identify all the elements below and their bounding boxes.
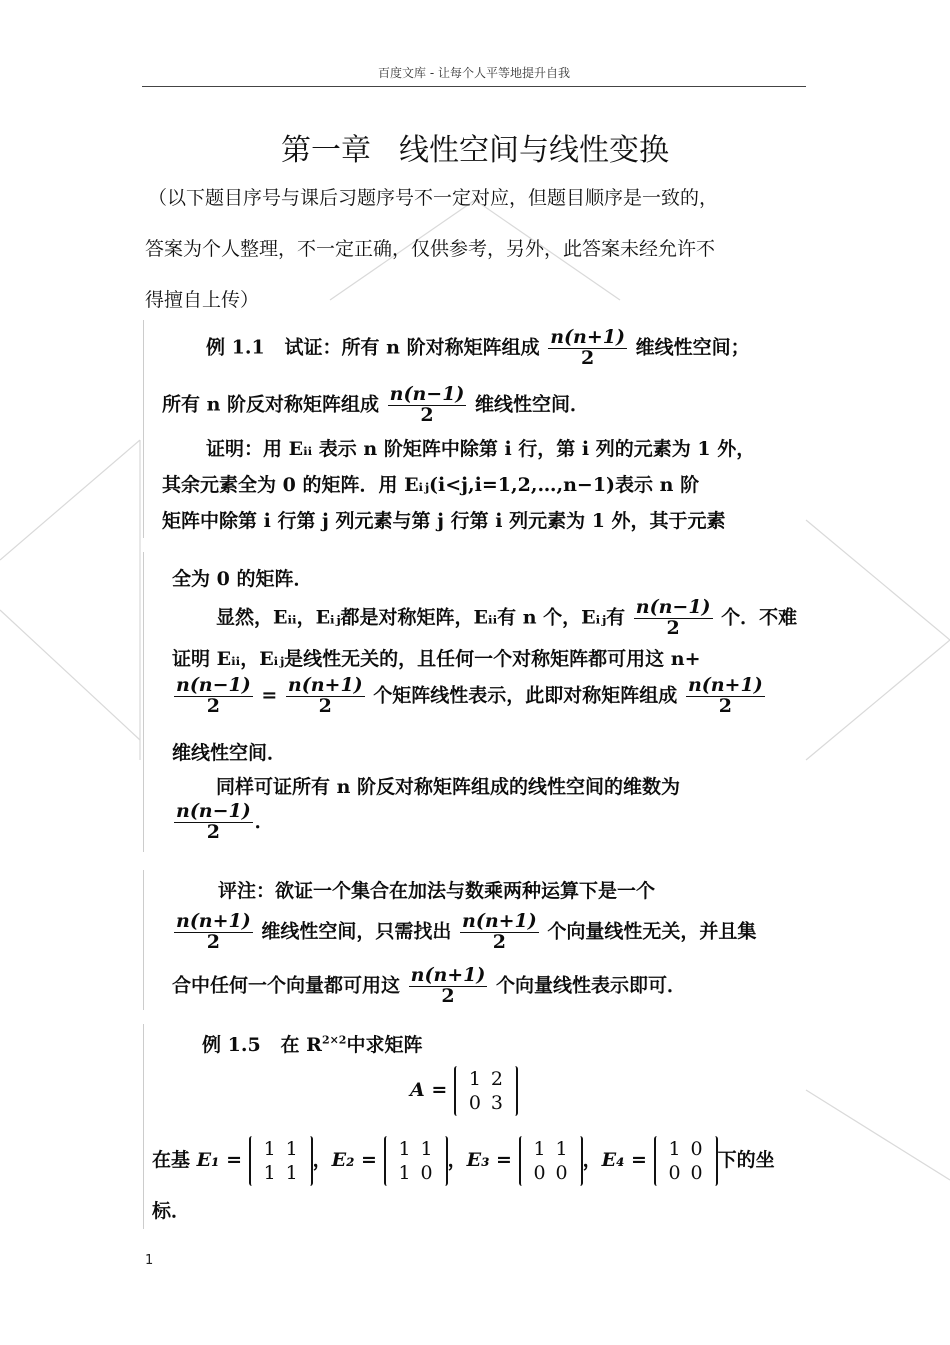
proof-cont-line-1: 全为 0 的矩阵．: [172, 568, 313, 590]
proof-cont-line-7: [172, 802, 274, 843]
example-1-5-block: [143, 1024, 804, 1229]
matrix-name: E₃: [466, 1149, 490, 1171]
remark-text: 个向量线性无关，并且集: [547, 920, 757, 943]
remark-text: 个向量线性表示即可．: [496, 974, 687, 997]
chapter-title: [0, 125, 950, 169]
fraction: [286, 676, 365, 717]
matrix-e4: [654, 1136, 718, 1186]
matrix-cell: 1: [398, 1162, 411, 1184]
matrix-cell: 1: [398, 1138, 411, 1160]
matrix-cell: 2: [490, 1068, 503, 1090]
matrix-a: [454, 1066, 518, 1116]
fraction-denominator: 2: [580, 346, 595, 369]
example-1-5-statement: [202, 1030, 422, 1057]
fraction: [460, 912, 539, 953]
page-header: [142, 62, 806, 87]
matrix-name: E₂: [331, 1149, 355, 1171]
matrix-row: [664, 1161, 708, 1185]
fraction-numerator: n(n−1): [176, 674, 251, 696]
fraction-numerator: n(n+1): [287, 674, 363, 696]
example-1-1-statement-2: [162, 385, 589, 426]
basis-line: 在基 E₁ = 1 1 1 1 ，E₂ = 1 1 1 0 ，E₃ = 1 1 0 0 ，E₄ = 1 0 0 0 下的坐: [152, 1138, 775, 1184]
matrix-row: [394, 1161, 438, 1185]
fraction-denominator: 2: [492, 930, 506, 953]
proof-cont-line-6: 同样可证所有 n 阶反对称矩阵组成的线性空间的维数为: [216, 776, 681, 798]
fraction-denominator: 2: [318, 694, 332, 717]
matrix-row: [394, 1137, 438, 1161]
remark-block: [143, 870, 804, 1010]
matrix-cell: 1: [533, 1138, 546, 1160]
comma: ，: [447, 1149, 467, 1171]
equals-sign: =: [261, 684, 278, 707]
matrix-cell: 1: [668, 1138, 681, 1160]
example-1-1-block: [143, 320, 804, 538]
fraction: [634, 598, 713, 639]
matrix-e2: [384, 1136, 448, 1186]
matrix-a-equation: [410, 1066, 518, 1116]
matrix-row: [529, 1137, 573, 1161]
note-line-3: 得擅自上传）: [145, 289, 260, 311]
matrix-cell: 0: [533, 1162, 546, 1184]
example-label: 例 1.1: [206, 336, 265, 359]
basis-line-end: 标．: [152, 1200, 191, 1222]
statement-text: 中求矩阵: [346, 1034, 423, 1056]
example-1-1-continued-block: [143, 552, 804, 852]
matrix-cell: 1: [263, 1138, 276, 1160]
fraction: [409, 966, 488, 1007]
fraction-numerator: n(n+1): [687, 674, 763, 696]
matrix-cell: 1: [420, 1138, 433, 1160]
fraction-denominator: 2: [206, 930, 220, 953]
statement-text: 试证：所有 n 阶对称矩阵组成: [284, 336, 540, 359]
fraction-numerator: n(n−1): [389, 383, 465, 405]
fraction: [174, 912, 253, 953]
basis-text: 在基: [152, 1149, 191, 1171]
statement-text: 在 R: [280, 1034, 322, 1056]
matrix-cell: 1: [285, 1162, 298, 1184]
page-number: 1: [145, 1253, 154, 1268]
proof-text: 个矩阵线性表示，此即对称矩阵组成: [373, 684, 678, 707]
matrix-cell: 1: [468, 1068, 481, 1090]
basis-text: 下的坐: [717, 1149, 775, 1171]
matrix-name: A: [410, 1079, 425, 1101]
matrix-cell: 0: [420, 1162, 433, 1184]
fraction: [174, 802, 253, 843]
fraction-numerator: n(n+1): [410, 964, 486, 986]
fraction-numerator: n(n−1): [176, 800, 251, 822]
fraction-numerator: n(n+1): [176, 910, 251, 932]
matrix-cell: 0: [668, 1162, 681, 1184]
fraction-numerator: n(n−1): [635, 596, 711, 618]
statement-text: 维线性空间．: [475, 393, 590, 416]
matrix-e1: [249, 1136, 313, 1186]
fraction-denominator: 2: [441, 984, 455, 1007]
proof-line-2: 其余元素全为 0 的矩阵．用 Eᵢⱼ(i<j,i=1,2,…,n−1)表示 n 阶: [162, 474, 700, 496]
fraction-denominator: 2: [718, 694, 732, 717]
equals-sign: =: [431, 1079, 448, 1101]
matrix-cell: 0: [468, 1092, 481, 1114]
matrix-cell: 1: [285, 1138, 298, 1160]
remark-line-3: [172, 966, 686, 1007]
remark-text: 合中任何一个向量都可用这: [172, 974, 401, 997]
comma: ，: [312, 1149, 332, 1171]
matrix-cell: 1: [555, 1138, 568, 1160]
fraction-denominator: 2: [420, 403, 434, 426]
matrix-row: [664, 1137, 708, 1161]
proof-text: 个．不难: [721, 606, 798, 629]
example-label: 例 1.5: [202, 1034, 261, 1056]
chapter-number: 第一章: [281, 133, 371, 168]
statement-text: 维线性空间；: [635, 336, 750, 359]
matrix-cell: 0: [690, 1162, 703, 1184]
chapter-subject: 线性空间与线性变换: [399, 133, 669, 168]
matrix-name: E₄: [601, 1149, 625, 1171]
statement-text: 所有 n 阶反对称矩阵组成: [162, 393, 380, 416]
proof-line-1: 证明：用 Eᵢᵢ 表示 n 阶矩阵中除第 i 行，第 i 列的元素为 1 外，: [206, 438, 756, 460]
fraction-numerator: n(n+1): [462, 910, 537, 932]
remark-line-2: [172, 912, 756, 953]
matrix-cell: 1: [263, 1162, 276, 1184]
example-1-1-statement: [206, 328, 750, 369]
fraction-denominator: 2: [666, 616, 680, 639]
matrix-cell: 3: [490, 1092, 503, 1114]
fraction-denominator: 2: [206, 820, 220, 843]
fraction: [548, 328, 627, 369]
matrix-row: [464, 1091, 508, 1115]
matrix-cell: 0: [555, 1162, 568, 1184]
fraction: [686, 676, 765, 717]
comma: ，: [582, 1149, 602, 1171]
fraction-numerator: n(n+1): [550, 326, 625, 348]
remark-line-1: 评注：欲证一个集合在加法与数乘两种运算下是一个: [218, 880, 656, 902]
fraction-denominator: 2: [206, 694, 220, 717]
note-line-1: （以下题目序号与课后习题序号不一定对应，但题目顺序是一致的，: [148, 187, 719, 209]
matrix-e3: [519, 1136, 583, 1186]
matrix-cell: 0: [690, 1138, 703, 1160]
matrix-row: [464, 1067, 508, 1091]
proof-cont-line-4: [172, 676, 767, 717]
remark-text: 维线性空间，只需找出: [261, 920, 452, 943]
matrix-row: [259, 1137, 303, 1161]
proof-cont-line-2: [216, 598, 797, 639]
header-text: 百度文库 - 让每个人平等地提升自我: [378, 66, 570, 80]
proof-cont-line-3: 证明 Eᵢᵢ，Eᵢⱼ是线性无关的，且任何一个对称矩阵都可用这 n+: [172, 648, 701, 670]
proof-line-3: 矩阵中除第 i 行第 j 列元素与第 j 行第 i 列元素为 1 外，其于元素: [162, 510, 726, 532]
fraction: [388, 385, 467, 426]
superscript: 2×2: [321, 1033, 347, 1047]
matrix-row: [259, 1161, 303, 1185]
fraction: [174, 676, 253, 717]
period: ．: [254, 810, 274, 833]
proof-cont-line-5: 维线性空间．: [172, 742, 287, 764]
matrix-row: [529, 1161, 573, 1185]
proof-text: 显然，Eᵢᵢ，Eᵢⱼ都是对称矩阵，Eᵢᵢ有 n 个，Eᵢⱼ有: [216, 606, 626, 629]
matrix-name: E₁: [196, 1149, 220, 1171]
note-line-2: 答案为个人整理，不一定正确，仅供参考，另外，此答案未经允许不: [145, 238, 716, 260]
